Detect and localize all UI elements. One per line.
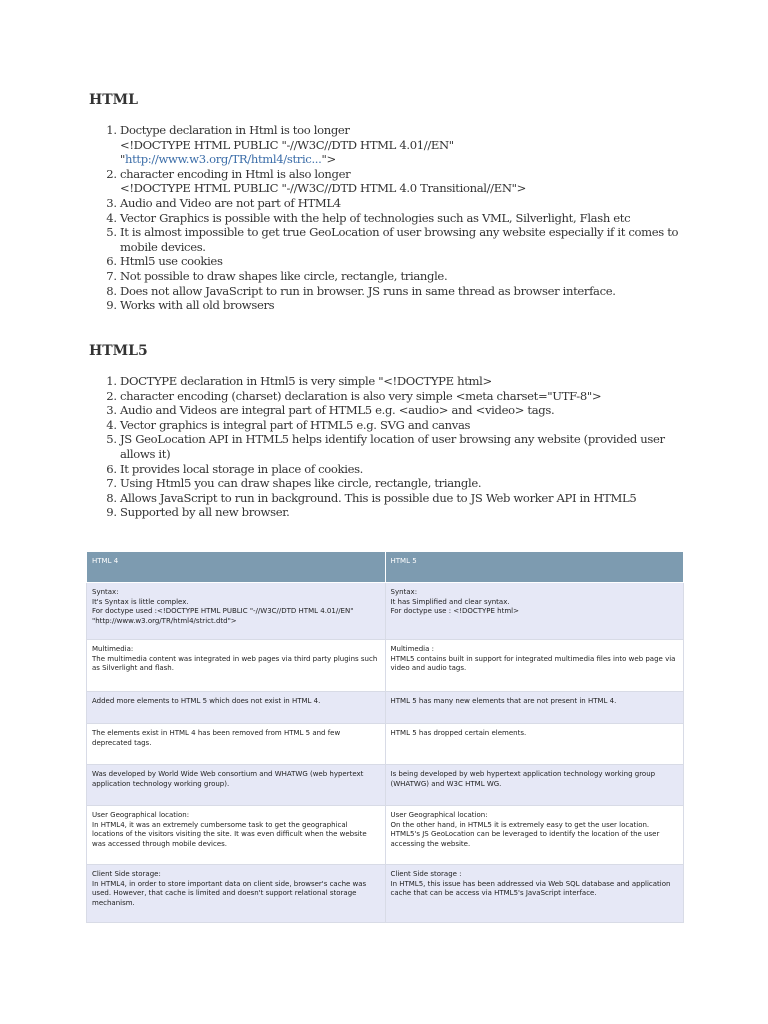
table-row (87, 806, 684, 865)
cell-text: Syntax: (92, 588, 119, 596)
cell-text: In HTML4, it was an extremely cumbersome task to get the geographical locations of the visitors visiting the site. It was even difficult when the website was accessed through mobile devices. (92, 820, 367, 848)
cell-text: Syntax: (390, 588, 418, 596)
table-cell-html5 (385, 806, 684, 865)
table-cell-html4 (87, 692, 386, 724)
cell-text: User Geographical location: (92, 811, 190, 819)
list-item: 7. Using Html5 you can draw shapes like circle, rectangle, triangle. (120, 476, 680, 491)
table-cell-html5 (385, 724, 684, 765)
table-cell-html4 (87, 806, 386, 865)
table-cell-html5 (385, 692, 684, 724)
cell-text: Multimedia: (92, 645, 134, 653)
cell-text: The elements exist in HTML 4 has been removed from HTML 5 and few deprecated tags. (92, 729, 341, 747)
html5-feature-list (90, 374, 680, 520)
list-item-text: <!DOCTYPE HTML PUBLIC "-//W3C//DTD HTML 4.01//EN" (120, 137, 454, 152)
cell-text: Client Side storage: (92, 870, 161, 878)
table-cell-html5 (385, 583, 684, 640)
list-item-text: <!DOCTYPE HTML PUBLIC "-//W3C//DTD HTML 4.0 Transitional//EN"> (120, 181, 526, 196)
table-row (87, 724, 684, 765)
list-item-text (120, 152, 680, 167)
list-item: 4. Vector graphics is integral part of HTML5 e.g. SVG and canvas (120, 418, 680, 433)
html-feature-list (90, 123, 680, 313)
cell-text: It's Syntax is little complex. (92, 597, 189, 606)
cell-text: In HTML5, this issue has been addressed via Web SQL database and application cache that can be access via HTML5's JavaScript interface. (390, 879, 671, 898)
cell-text: "http://www.w3.org/TR/html4/strict.dtd"> (92, 616, 237, 625)
cell-text: Multimedia : (390, 645, 434, 653)
table-row (87, 765, 684, 806)
list-item (120, 123, 680, 167)
table-cell-html4 (87, 865, 386, 923)
comparison-table (86, 551, 684, 923)
list-item: 6. It provides local storage in place of cookies. (120, 462, 680, 477)
quote-text: "> (321, 152, 336, 167)
list-item: 3. Audio and Videos are integral part of HTML5 e.g. <audio> and <video> tags. (120, 403, 680, 418)
comparison-table-body (87, 583, 684, 923)
list-item: 9. Supported by all new browser. (120, 505, 680, 520)
column-header-html5: HTML 5 (385, 552, 684, 583)
table-cell-html4 (87, 640, 386, 692)
column-header-html4: HTML 4 (87, 552, 386, 583)
list-item: 4. Vector Graphics is possible with the help of technologies such as VML, Silverlight, Flash etc (120, 211, 680, 226)
cell-text: The multimedia content was integrated in web pages via third party plugins such as Silverlight and flash. (92, 654, 378, 673)
cell-text: HTML5 contains built in support for integrated multimedia files into web page via video and audio tags. (390, 654, 676, 673)
table-cell-html4 (87, 724, 386, 765)
list-item (120, 167, 680, 196)
list-item: 7. Not possible to draw shapes like circle, rectangle, triangle. (120, 269, 680, 284)
list-item: 6. Html5 use cookies (120, 254, 680, 269)
list-item: 8. Allows JavaScript to run in background. This is possible due to JS Web worker API in HTML5 (120, 491, 680, 506)
list-item: 1. DOCTYPE declaration in Html5 is very simple "<!DOCTYPE html> (120, 374, 680, 389)
cell-text: For doctype use : <!DOCTYPE html> (390, 607, 519, 616)
quote-text: " (120, 152, 125, 167)
cell-text: HTML 5 has dropped certain elements. (390, 729, 527, 737)
list-item-text: 1. Doctype declaration in Html is too longer (120, 123, 350, 137)
w3c-dtd-link[interactable]: http://www.w3.org/TR/html4/stric... (124, 152, 322, 167)
table-cell-html5 (385, 765, 684, 806)
cell-text: Was developed by World Wide Web consortium and WHATWG (web hypertext application technology working group). (92, 770, 364, 788)
list-item: 3. Audio and Video are not part of HTML4 (120, 196, 680, 211)
table-cell-html5 (385, 865, 684, 923)
table-row (87, 865, 684, 923)
section-heading-html5: HTML5 (89, 343, 148, 359)
cell-text: Client Side storage : (390, 870, 462, 878)
table-header-row (87, 552, 684, 583)
list-item: 9. Works with all old browsers (120, 298, 680, 313)
cell-text: It has Simplified and clear syntax. (390, 597, 510, 606)
table-cell-html4 (87, 765, 386, 806)
table-row (87, 640, 684, 692)
cell-text: Added more elements to HTML 5 which does not exist in HTML 4. (92, 697, 321, 705)
cell-text: On the other hand, in HTML5 it is extremely easy to get the user location. HTML5's JS GeoLocation can be leveraged to identify the location of the user accessing the website. (390, 820, 660, 848)
cell-text: User Geographical location: (390, 811, 488, 819)
section-heading-html: HTML (89, 92, 138, 108)
cell-text: In HTML4, in order to store important data on client side, browser's cache was used. However, that cache is limited and doesn't support relational storage mechanism. (92, 879, 367, 907)
list-item: 5. JS GeoLocation API in HTML5 helps identify location of user browsing any website (provided user allows it) (120, 432, 680, 461)
table-row (87, 692, 684, 724)
cell-text: HTML 5 has many new elements that are not present in HTML 4. (390, 697, 617, 705)
list-item-text: 2. character encoding in Html is also longer (120, 166, 351, 181)
list-item: 8. Does not allow JavaScript to run in browser. JS runs in same thread as browser interface. (120, 284, 680, 299)
cell-text: For doctype used :<!DOCTYPE HTML PUBLIC "-//W3C//DTD HTML 4.01//EN" (92, 607, 354, 616)
cell-text: Is being developed by web hypertext application technology working group (WHATWG) and W3C HTML WG. (390, 770, 656, 788)
table-row (87, 583, 684, 640)
table-cell-html5 (385, 640, 684, 692)
list-item: 2. character encoding (charset) declaration is also very simple <meta charset="UTF-8"> (120, 389, 680, 404)
table-cell-html4 (87, 583, 386, 640)
list-item: 5. It is almost impossible to get true GeoLocation of user browsing any website especially if it comes to mobile devices. (120, 225, 680, 254)
